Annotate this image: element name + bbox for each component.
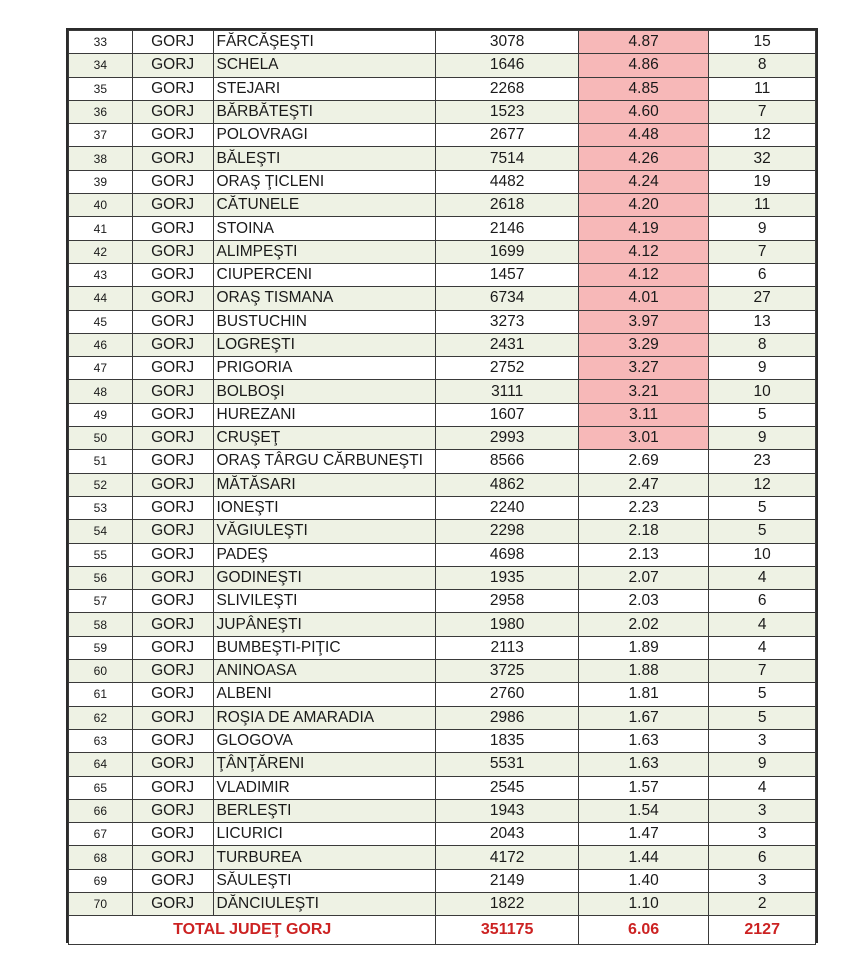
- locality-cell: LICURICI: [213, 823, 436, 846]
- rate-cell: 1.67: [578, 706, 708, 729]
- county-cell: GORJ: [132, 100, 213, 123]
- cases-cell: 4: [709, 776, 816, 799]
- row-number: 34: [69, 54, 133, 77]
- table-row: [69, 217, 816, 240]
- table-row: [69, 287, 816, 310]
- rate-cell: 1.63: [578, 729, 708, 752]
- cases-cell: 2: [709, 892, 816, 915]
- rate-cell: 1.63: [578, 753, 708, 776]
- population-cell: 1943: [436, 799, 578, 822]
- table-row: [69, 869, 816, 892]
- population-cell: 3273: [436, 310, 578, 333]
- locality-cell: STEJARI: [213, 77, 436, 100]
- row-number: 48: [69, 380, 133, 403]
- row-number: 50: [69, 427, 133, 450]
- rate-cell: 1.88: [578, 660, 708, 683]
- row-number: 46: [69, 333, 133, 356]
- row-number: 49: [69, 403, 133, 426]
- county-cell: GORJ: [132, 869, 213, 892]
- population-cell: 4862: [436, 473, 578, 496]
- county-cell: GORJ: [132, 799, 213, 822]
- row-number: 57: [69, 590, 133, 613]
- population-cell: 4698: [436, 543, 578, 566]
- row-number: 52: [69, 473, 133, 496]
- rate-cell: 2.47: [578, 473, 708, 496]
- population-cell: 1935: [436, 566, 578, 589]
- locality-cell: CĂTUNELE: [213, 194, 436, 217]
- rate-cell: 3.01: [578, 427, 708, 450]
- cases-cell: 5: [709, 403, 816, 426]
- rate-cell: 3.97: [578, 310, 708, 333]
- table-row: [69, 310, 816, 333]
- cases-cell: 7: [709, 100, 816, 123]
- table-row: [69, 496, 816, 519]
- row-number: 62: [69, 706, 133, 729]
- cases-cell: 5: [709, 496, 816, 519]
- cases-cell: 5: [709, 706, 816, 729]
- locality-cell: PADEŞ: [213, 543, 436, 566]
- row-number: 51: [69, 450, 133, 473]
- rate-cell: 2.18: [578, 520, 708, 543]
- population-cell: 8566: [436, 450, 578, 473]
- row-number: 44: [69, 287, 133, 310]
- row-number: 60: [69, 660, 133, 683]
- rate-cell: 2.23: [578, 496, 708, 519]
- county-cell: GORJ: [132, 753, 213, 776]
- incidence-table: [68, 30, 816, 945]
- row-number: 40: [69, 194, 133, 217]
- table-row: [69, 823, 816, 846]
- cases-cell: 9: [709, 753, 816, 776]
- table-row: [69, 170, 816, 193]
- table-row: [69, 450, 816, 473]
- row-number: 35: [69, 77, 133, 100]
- cases-cell: 8: [709, 333, 816, 356]
- locality-cell: STOINA: [213, 217, 436, 240]
- county-cell: GORJ: [132, 124, 213, 147]
- table-row: [69, 753, 816, 776]
- county-cell: GORJ: [132, 729, 213, 752]
- cases-cell: 12: [709, 124, 816, 147]
- county-cell: GORJ: [132, 263, 213, 286]
- cases-cell: 32: [709, 147, 816, 170]
- county-cell: GORJ: [132, 357, 213, 380]
- population-cell: 4482: [436, 170, 578, 193]
- population-cell: 2752: [436, 357, 578, 380]
- locality-cell: ALBENI: [213, 683, 436, 706]
- total-label: TOTAL JUDEŢ GORJ: [69, 916, 436, 945]
- row-number: 67: [69, 823, 133, 846]
- county-cell: GORJ: [132, 380, 213, 403]
- table-row: [69, 706, 816, 729]
- population-cell: 1835: [436, 729, 578, 752]
- county-cell: GORJ: [132, 240, 213, 263]
- county-cell: GORJ: [132, 54, 213, 77]
- locality-cell: BĂRBĂTEŞTI: [213, 100, 436, 123]
- population-cell: 6734: [436, 287, 578, 310]
- incidence-table-container: [66, 28, 818, 943]
- table-row: [69, 31, 816, 54]
- rate-cell: 3.27: [578, 357, 708, 380]
- row-number: 42: [69, 240, 133, 263]
- table-row: [69, 799, 816, 822]
- county-cell: GORJ: [132, 217, 213, 240]
- locality-cell: SCHELA: [213, 54, 436, 77]
- cases-cell: 6: [709, 846, 816, 869]
- total-row: [69, 916, 816, 945]
- table-row: [69, 240, 816, 263]
- locality-cell: BĂLEŞTI: [213, 147, 436, 170]
- cases-cell: 27: [709, 287, 816, 310]
- county-cell: GORJ: [132, 77, 213, 100]
- row-number: 59: [69, 636, 133, 659]
- county-cell: GORJ: [132, 683, 213, 706]
- table-row: [69, 729, 816, 752]
- row-number: 65: [69, 776, 133, 799]
- locality-cell: ORAŞ TISMANA: [213, 287, 436, 310]
- row-number: 66: [69, 799, 133, 822]
- locality-cell: POLOVRAGI: [213, 124, 436, 147]
- population-cell: 1523: [436, 100, 578, 123]
- table-body: [69, 31, 816, 916]
- county-cell: GORJ: [132, 543, 213, 566]
- county-cell: GORJ: [132, 310, 213, 333]
- table-row: [69, 660, 816, 683]
- row-number: 33: [69, 31, 133, 54]
- population-cell: 7514: [436, 147, 578, 170]
- rate-cell: 4.12: [578, 263, 708, 286]
- row-number: 54: [69, 520, 133, 543]
- cases-cell: 19: [709, 170, 816, 193]
- county-cell: GORJ: [132, 403, 213, 426]
- table-row: [69, 590, 816, 613]
- rate-cell: 3.11: [578, 403, 708, 426]
- population-cell: 2240: [436, 496, 578, 519]
- county-cell: GORJ: [132, 427, 213, 450]
- cases-cell: 9: [709, 357, 816, 380]
- rate-cell: 1.40: [578, 869, 708, 892]
- cases-cell: 11: [709, 194, 816, 217]
- cases-cell: 12: [709, 473, 816, 496]
- table-row: [69, 380, 816, 403]
- table-row: [69, 520, 816, 543]
- county-cell: GORJ: [132, 147, 213, 170]
- population-cell: 4172: [436, 846, 578, 869]
- population-cell: 2958: [436, 590, 578, 613]
- population-cell: 2545: [436, 776, 578, 799]
- cases-cell: 5: [709, 683, 816, 706]
- rate-cell: 1.47: [578, 823, 708, 846]
- locality-cell: BUSTUCHIN: [213, 310, 436, 333]
- rate-cell: 2.07: [578, 566, 708, 589]
- row-number: 38: [69, 147, 133, 170]
- table-row: [69, 77, 816, 100]
- table-row: [69, 543, 816, 566]
- locality-cell: CRUŞEŢ: [213, 427, 436, 450]
- total-rate: 6.06: [578, 916, 708, 945]
- locality-cell: VĂGIULEŞTI: [213, 520, 436, 543]
- county-cell: GORJ: [132, 287, 213, 310]
- locality-cell: VLADIMIR: [213, 776, 436, 799]
- population-cell: 1822: [436, 892, 578, 915]
- cases-cell: 6: [709, 590, 816, 613]
- population-cell: 3078: [436, 31, 578, 54]
- table-row: [69, 100, 816, 123]
- population-cell: 2149: [436, 869, 578, 892]
- cases-cell: 9: [709, 427, 816, 450]
- row-number: 36: [69, 100, 133, 123]
- rate-cell: 4.01: [578, 287, 708, 310]
- locality-cell: DĂNCIULEŞTI: [213, 892, 436, 915]
- county-cell: GORJ: [132, 333, 213, 356]
- cases-cell: 4: [709, 613, 816, 636]
- cases-cell: 11: [709, 77, 816, 100]
- locality-cell: BOLBOŞI: [213, 380, 436, 403]
- population-cell: 2986: [436, 706, 578, 729]
- cases-cell: 4: [709, 566, 816, 589]
- county-cell: GORJ: [132, 636, 213, 659]
- row-number: 43: [69, 263, 133, 286]
- rate-cell: 4.85: [578, 77, 708, 100]
- table-row: [69, 776, 816, 799]
- table-row: [69, 147, 816, 170]
- table-row: [69, 636, 816, 659]
- rate-cell: 2.02: [578, 613, 708, 636]
- table-row: [69, 333, 816, 356]
- row-number: 56: [69, 566, 133, 589]
- table-row: [69, 473, 816, 496]
- rate-cell: 1.89: [578, 636, 708, 659]
- cases-cell: 7: [709, 660, 816, 683]
- row-number: 61: [69, 683, 133, 706]
- table-row: [69, 54, 816, 77]
- table-row: [69, 124, 816, 147]
- table-row: [69, 357, 816, 380]
- locality-cell: SLIVILEŞTI: [213, 590, 436, 613]
- county-cell: GORJ: [132, 776, 213, 799]
- rate-cell: 4.20: [578, 194, 708, 217]
- locality-cell: ORAŞ TÂRGU CĂRBUNEŞTI: [213, 450, 436, 473]
- county-cell: GORJ: [132, 823, 213, 846]
- total-population: 351175: [436, 916, 578, 945]
- county-cell: GORJ: [132, 846, 213, 869]
- row-number: 47: [69, 357, 133, 380]
- locality-cell: ŢÂNŢĂRENI: [213, 753, 436, 776]
- cases-cell: 9: [709, 217, 816, 240]
- population-cell: 2993: [436, 427, 578, 450]
- county-cell: GORJ: [132, 660, 213, 683]
- row-number: 70: [69, 892, 133, 915]
- locality-cell: SĂULEŞTI: [213, 869, 436, 892]
- county-cell: GORJ: [132, 520, 213, 543]
- row-number: 69: [69, 869, 133, 892]
- cases-cell: 23: [709, 450, 816, 473]
- table-row: [69, 403, 816, 426]
- rate-cell: 4.19: [578, 217, 708, 240]
- cases-cell: 4: [709, 636, 816, 659]
- table-row: [69, 892, 816, 915]
- county-cell: GORJ: [132, 706, 213, 729]
- rate-cell: 3.21: [578, 380, 708, 403]
- table-row: [69, 427, 816, 450]
- rate-cell: 1.54: [578, 799, 708, 822]
- population-cell: 3111: [436, 380, 578, 403]
- rate-cell: 3.29: [578, 333, 708, 356]
- locality-cell: GLOGOVA: [213, 729, 436, 752]
- population-cell: 1646: [436, 54, 578, 77]
- rate-cell: 2.69: [578, 450, 708, 473]
- population-cell: 2146: [436, 217, 578, 240]
- rate-cell: 4.86: [578, 54, 708, 77]
- cases-cell: 8: [709, 54, 816, 77]
- table-row: [69, 683, 816, 706]
- cases-cell: 6: [709, 263, 816, 286]
- population-cell: 1980: [436, 613, 578, 636]
- rate-cell: 4.12: [578, 240, 708, 263]
- rate-cell: 1.44: [578, 846, 708, 869]
- row-number: 41: [69, 217, 133, 240]
- population-cell: 2113: [436, 636, 578, 659]
- county-cell: GORJ: [132, 31, 213, 54]
- total-cases: 2127: [709, 916, 816, 945]
- locality-cell: LOGREŞTI: [213, 333, 436, 356]
- locality-cell: FĂRCĂŞEŞTI: [213, 31, 436, 54]
- locality-cell: ALIMPEŞTI: [213, 240, 436, 263]
- locality-cell: HUREZANI: [213, 403, 436, 426]
- rate-cell: 2.13: [578, 543, 708, 566]
- cases-cell: 7: [709, 240, 816, 263]
- locality-cell: TURBUREA: [213, 846, 436, 869]
- population-cell: 2677: [436, 124, 578, 147]
- population-cell: 5531: [436, 753, 578, 776]
- population-cell: 1699: [436, 240, 578, 263]
- county-cell: GORJ: [132, 892, 213, 915]
- cases-cell: 3: [709, 729, 816, 752]
- row-number: 68: [69, 846, 133, 869]
- rate-cell: 1.81: [578, 683, 708, 706]
- cases-cell: 13: [709, 310, 816, 333]
- cases-cell: 15: [709, 31, 816, 54]
- locality-cell: BERLEŞTI: [213, 799, 436, 822]
- row-number: 63: [69, 729, 133, 752]
- rate-cell: 4.24: [578, 170, 708, 193]
- population-cell: 2298: [436, 520, 578, 543]
- row-number: 64: [69, 753, 133, 776]
- row-number: 37: [69, 124, 133, 147]
- county-cell: GORJ: [132, 590, 213, 613]
- cases-cell: 3: [709, 799, 816, 822]
- row-number: 45: [69, 310, 133, 333]
- row-number: 53: [69, 496, 133, 519]
- population-cell: 1457: [436, 263, 578, 286]
- county-cell: GORJ: [132, 194, 213, 217]
- rate-cell: 1.10: [578, 892, 708, 915]
- population-cell: 2431: [436, 333, 578, 356]
- county-cell: GORJ: [132, 613, 213, 636]
- population-cell: 2760: [436, 683, 578, 706]
- population-cell: 3725: [436, 660, 578, 683]
- rate-cell: 4.26: [578, 147, 708, 170]
- table-row: [69, 846, 816, 869]
- row-number: 58: [69, 613, 133, 636]
- table-row: [69, 566, 816, 589]
- locality-cell: JUPÂNEŞTI: [213, 613, 436, 636]
- cases-cell: 10: [709, 543, 816, 566]
- population-cell: 2043: [436, 823, 578, 846]
- rate-cell: 2.03: [578, 590, 708, 613]
- locality-cell: BUMBEŞTI-PIŢIC: [213, 636, 436, 659]
- county-cell: GORJ: [132, 450, 213, 473]
- locality-cell: IONEŞTI: [213, 496, 436, 519]
- county-cell: GORJ: [132, 496, 213, 519]
- table-row: [69, 194, 816, 217]
- cases-cell: 5: [709, 520, 816, 543]
- county-cell: GORJ: [132, 170, 213, 193]
- population-cell: 1607: [436, 403, 578, 426]
- row-number: 39: [69, 170, 133, 193]
- rate-cell: 4.87: [578, 31, 708, 54]
- locality-cell: PRIGORIA: [213, 357, 436, 380]
- county-cell: GORJ: [132, 473, 213, 496]
- population-cell: 2268: [436, 77, 578, 100]
- rate-cell: 4.48: [578, 124, 708, 147]
- cases-cell: 10: [709, 380, 816, 403]
- locality-cell: GODINEŞTI: [213, 566, 436, 589]
- row-number: 55: [69, 543, 133, 566]
- rate-cell: 4.60: [578, 100, 708, 123]
- cases-cell: 3: [709, 869, 816, 892]
- population-cell: 2618: [436, 194, 578, 217]
- locality-cell: ROŞIA DE AMARADIA: [213, 706, 436, 729]
- rate-cell: 1.57: [578, 776, 708, 799]
- cases-cell: 3: [709, 823, 816, 846]
- locality-cell: MĂTĂSARI: [213, 473, 436, 496]
- table-row: [69, 613, 816, 636]
- locality-cell: ORAŞ ŢICLENI: [213, 170, 436, 193]
- table-row: [69, 263, 816, 286]
- locality-cell: ANINOASA: [213, 660, 436, 683]
- county-cell: GORJ: [132, 566, 213, 589]
- locality-cell: CIUPERCENI: [213, 263, 436, 286]
